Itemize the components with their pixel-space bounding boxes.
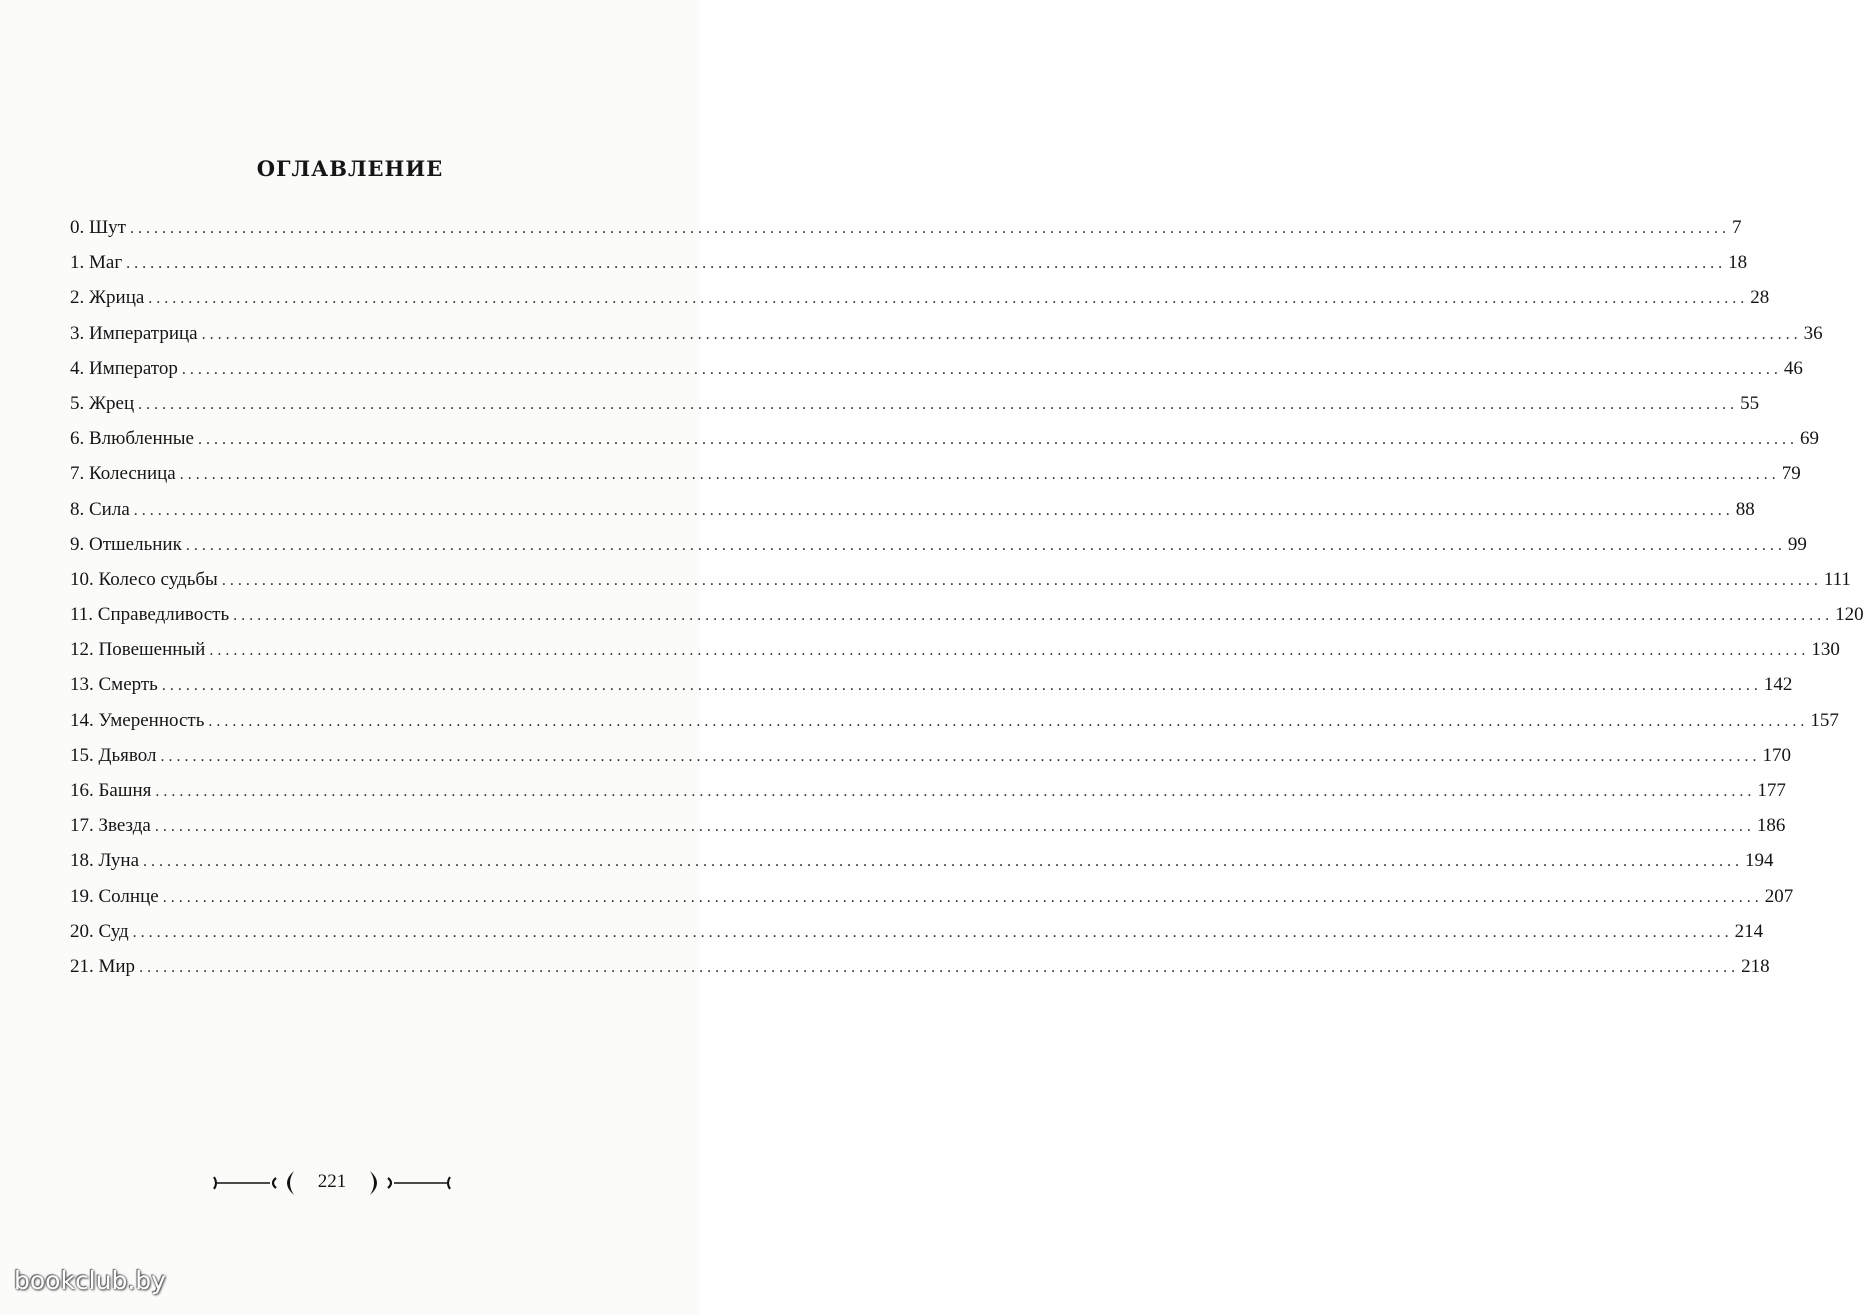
- toc-entry: [70, 316, 1823, 351]
- toc-leader-dots: ........................................................................................................................................................................................................: [129, 220, 1730, 237]
- toc-entry-label: 6. Влюбленные: [70, 428, 194, 450]
- toc-entry-label: 11. Справедливость: [70, 604, 230, 626]
- toc-entry: [70, 914, 1764, 949]
- toc-leader-dots: ........................................................................................................................................................................................................: [181, 360, 1782, 378]
- toc-leader-dots: ........................................................................................................................................................................................................: [201, 325, 1802, 343]
- toc-entry-page: 177: [1757, 780, 1786, 801]
- toc-leader-dots: ........................................................................................................................................................................................................: [155, 783, 1756, 800]
- page-title: ОГЛАВЛЕНИЕ: [256, 156, 444, 181]
- toc-entry: [70, 210, 1742, 245]
- toc-entry-page: 79: [1781, 463, 1801, 485]
- toc-entry-page: 28: [1750, 287, 1770, 309]
- toc-entry-label: 0. Шут: [70, 217, 126, 238]
- toc-entry-label: 19. Солнце: [70, 885, 159, 907]
- toc-entry: [70, 773, 1786, 808]
- toc-entry-page: 142: [1763, 674, 1793, 696]
- toc-entry-label: 15. Дьявол: [70, 744, 157, 766]
- toc-entry-page: 130: [1811, 639, 1840, 661]
- toc-entry-label: 9. Отшельник: [70, 533, 182, 555]
- toc-entry-page: 69: [1800, 428, 1819, 450]
- toc-leader-dots: ........................................................................................................................................................................................................: [154, 818, 1755, 836]
- toc-entry-page: 46: [1783, 357, 1803, 379]
- toc-leader-dots: ........................................................................................................................................................................................................: [209, 642, 1810, 660]
- toc-entry-label: 20. Суд: [70, 920, 129, 942]
- toc-entry: [70, 808, 1786, 843]
- toc-entry-page: 186: [1756, 815, 1786, 837]
- toc-entry: [70, 879, 1794, 914]
- toc-leader-dots: ........................................................................................................................................................................................................: [179, 466, 1780, 484]
- toc-entry-label: 5. Жрец: [70, 392, 135, 414]
- toc-entry: [70, 738, 1791, 773]
- page-number: 221: [317, 1171, 347, 1192]
- table-of-contents: [70, 210, 1864, 984]
- toc-entry-label: 13. Смерть: [70, 674, 158, 696]
- toc-leader-dots: ........................................................................................................................................................................................................: [143, 853, 1744, 871]
- toc-entry: [70, 562, 1851, 597]
- toc-leader-dots: ........................................................................................................................................................................................................: [221, 571, 1822, 589]
- toc-entry: [70, 632, 1840, 667]
- toc-entry: [70, 492, 1755, 527]
- toc-entry-page: 207: [1764, 885, 1794, 907]
- toc-leader-dots: ........................................................................................................................................................................................................: [148, 290, 1749, 308]
- toc-entry-label: 18. Луна: [70, 850, 140, 872]
- toc-entry-label: 17. Звезда: [70, 815, 151, 837]
- toc-leader-dots: ........................................................................................................................................................................................................: [138, 395, 1739, 413]
- toc-entry-label: 16. Башня: [70, 780, 152, 801]
- toc-entry: [70, 667, 1793, 702]
- toc-entry: [70, 280, 1770, 315]
- toc-leader-dots: ........................................................................................................................................................................................................: [161, 677, 1762, 695]
- toc-entry-page: 157: [1810, 709, 1839, 731]
- toc-entry: [70, 597, 1864, 632]
- toc-entry-page: 99: [1787, 533, 1807, 555]
- toc-leader-dots: ........................................................................................................................................................................................................: [233, 607, 1834, 625]
- toc-leader-dots: ........................................................................................................................................................................................................: [208, 712, 1809, 730]
- toc-entry-label: 12. Повешенный: [70, 639, 206, 661]
- toc-entry: [70, 949, 1770, 984]
- toc-entry-page: 7: [1731, 217, 1742, 238]
- watermark: bookclub.by: [14, 1266, 166, 1295]
- toc-leader-dots: ........................................................................................................................................................................................................: [126, 255, 1727, 273]
- toc-entry-page: 214: [1734, 920, 1764, 942]
- toc-entry: [70, 843, 1774, 878]
- toc-entry-page: 111: [1823, 568, 1851, 590]
- toc-entry-label: 2. Жрица: [70, 287, 145, 309]
- toc-entry-page: 18: [1728, 252, 1748, 274]
- toc-entry: [70, 386, 1760, 421]
- toc-entry-label: 3. Императрица: [70, 322, 198, 344]
- toc-entry-label: 21. Мир: [70, 955, 136, 977]
- toc-leader-dots: ........................................................................................................................................................................................................: [139, 958, 1740, 976]
- toc-entry-page: 170: [1762, 744, 1791, 766]
- toc-leader-dots: ........................................................................................................................................................................................................: [133, 501, 1734, 519]
- toc-entry: [70, 456, 1801, 491]
- toc-entry: [70, 351, 1803, 386]
- toc-entry-page: 88: [1735, 498, 1755, 520]
- toc-entry: [70, 527, 1807, 562]
- toc-entry-page: 36: [1803, 322, 1823, 344]
- toc-entry-label: 8. Сила: [70, 498, 130, 520]
- toc-leader-dots: ........................................................................................................................................................................................................: [160, 747, 1761, 765]
- toc-entry: [70, 703, 1839, 738]
- toc-entry-page: 194: [1745, 850, 1774, 872]
- toc-entry-label: 10. Колесо судьбы: [70, 568, 218, 590]
- toc-leader-dots: ........................................................................................................................................................................................................: [198, 431, 1798, 449]
- page-footer: [210, 1163, 454, 1203]
- toc-entry-label: 1. Маг: [70, 252, 123, 274]
- toc-leader-dots: ........................................................................................................................................................................................................: [185, 536, 1786, 554]
- toc-entry: [70, 245, 1748, 280]
- toc-entry: [70, 421, 1819, 456]
- toc-leader-dots: ........................................................................................................................................................................................................: [162, 888, 1763, 906]
- toc-entry-page: 120: [1835, 604, 1864, 626]
- toc-entry-label: 4. Император: [70, 357, 178, 379]
- toc-entry-label: 14. Умеренность: [70, 709, 205, 731]
- toc-entry-page: 55: [1740, 392, 1760, 414]
- toc-entry-label: 7. Колесница: [70, 463, 176, 485]
- toc-leader-dots: ........................................................................................................................................................................................................: [132, 923, 1733, 941]
- toc-entry-page: 218: [1741, 955, 1770, 977]
